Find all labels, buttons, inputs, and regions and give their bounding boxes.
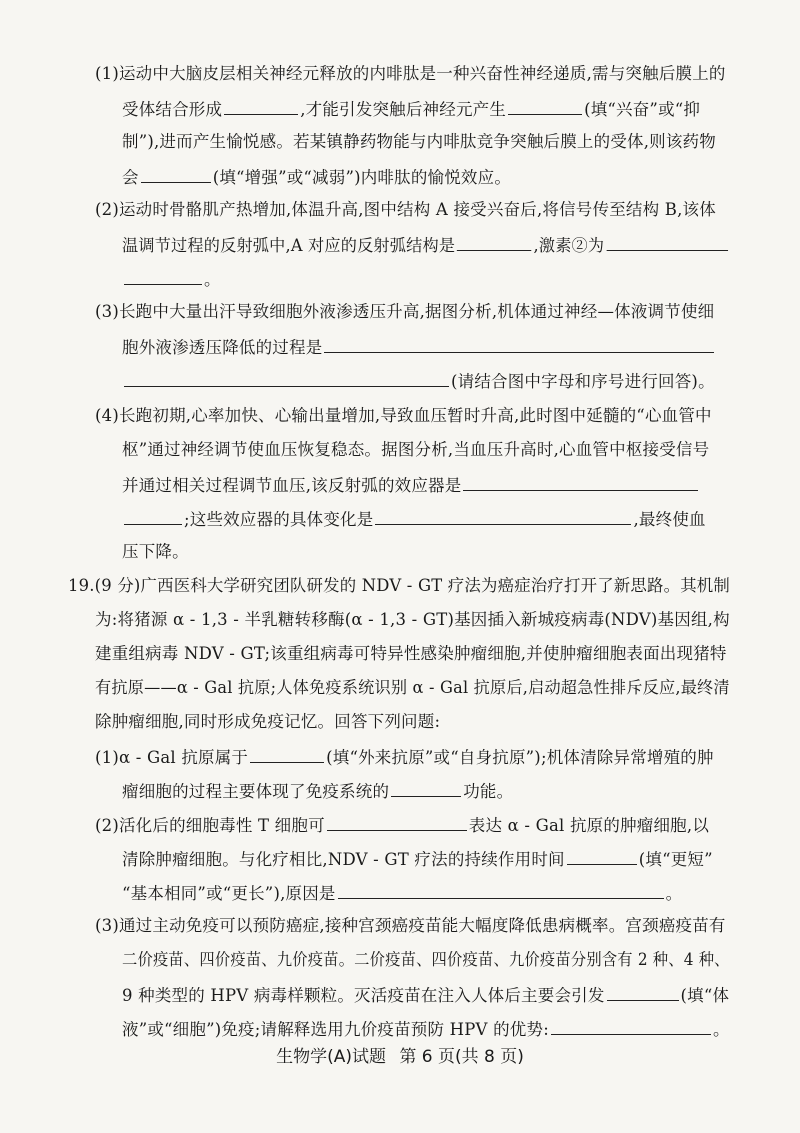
q19-intro-line5 xyxy=(95,710,440,734)
answer-blank[interactable] xyxy=(457,232,531,251)
text: 枢”通过神经调节使血压恢复稳态。据图分析,当血压升高时,心血管中枢接受信号 xyxy=(122,440,710,459)
q19-p3-line1 xyxy=(95,914,726,938)
text: 制”),进而产生愉悦感。若某镇静药物能与内啡肽竞争突触后膜上的受体,则该药物 xyxy=(122,132,716,151)
text: 为:将猪源 α - 1,3 - 半乳糖转移酶(α - 1,3 - GT)基因插入新城疫病毒(NDV)基因组,构 xyxy=(95,610,730,629)
answer-blank[interactable] xyxy=(124,368,449,387)
q18-p4-line2 xyxy=(122,438,709,462)
q18-p3-line1 xyxy=(95,300,714,324)
text: 瘤细胞的过程主要体现了免疫系统的 xyxy=(122,782,390,801)
text: 受体结合形成 xyxy=(122,100,223,119)
answer-blank[interactable] xyxy=(224,96,298,115)
text: 建重组病毒 NDV - GT;该重组病毒可特异性感染肿瘤细胞,并使肿瘤细胞表面出现猪特 xyxy=(95,644,727,663)
text: (2)活化后的细胞毒性 T 细胞可 xyxy=(95,816,325,835)
text: (2)运动时骨骼肌产热增加,体温升高,图中结构 A 接受兴奋后,将信号传至结构 B,该体 xyxy=(95,200,716,219)
text: ,才能引发突触后神经元产生 xyxy=(300,100,507,119)
q18-p2-line1 xyxy=(95,198,716,222)
text: 功能。 xyxy=(463,782,514,801)
q18-p4-line4 xyxy=(122,506,706,532)
page-footer xyxy=(0,1042,800,1067)
q18-p1-line2 xyxy=(122,96,700,122)
answer-blank[interactable] xyxy=(391,778,461,797)
answer-blank[interactable] xyxy=(607,982,679,1001)
q19-p1-line1 xyxy=(95,744,714,770)
text: 清除肿瘤细胞。与化疗相比,NDV - GT 疗法的持续作用时间 xyxy=(122,850,565,869)
q18-p3-line3 xyxy=(122,368,715,394)
q19-intro-line2 xyxy=(95,608,730,632)
text: (1)运动中大脑皮层相关神经元释放的内啡肽是一种兴奋性神经递质,需与突触后膜上的 xyxy=(95,64,726,83)
answer-blank[interactable] xyxy=(551,1016,711,1035)
q18-p2-line3 xyxy=(122,266,221,292)
text: 。 xyxy=(665,884,683,903)
text: (填“更短” xyxy=(638,850,713,869)
answer-blank[interactable] xyxy=(141,164,211,183)
footer-subject: 生物学(A)试题 xyxy=(276,1047,386,1067)
q18-p2-line2 xyxy=(122,232,730,258)
text: 胞外液渗透压降低的过程是 xyxy=(122,338,323,357)
q19-p3-line2 xyxy=(122,948,730,972)
text: 19.(9 分)广西医科大学研究团队研发的 NDV - GT 疗法为癌症治疗打开了新思路。其机制 xyxy=(68,576,730,595)
text: 9 种类型的 HPV 病毒样颗粒。灭活疫苗在注入人体后主要会引发 xyxy=(122,986,605,1005)
q19-p2-line2 xyxy=(122,846,713,872)
q19-p1-line2 xyxy=(122,778,513,804)
text: 并通过相关过程调节血压,该反射弧的效应器是 xyxy=(122,476,462,495)
text: ,激素②为 xyxy=(533,236,605,255)
text: (3)通过主动免疫可以预防癌症,接种宫颈癌疫苗能大幅度降低患病概率。宫颈癌疫苗有 xyxy=(95,916,726,935)
answer-blank[interactable] xyxy=(124,266,202,285)
text: (1)α - Gal 抗原属于 xyxy=(95,748,249,767)
answer-blank[interactable] xyxy=(463,472,698,491)
q19-p3-line4 xyxy=(122,1016,730,1042)
answer-blank[interactable] xyxy=(338,880,664,899)
q18-p4-line5 xyxy=(122,540,189,564)
footer-page-number: 第 6 页(共 8 页) xyxy=(399,1047,524,1067)
q18-p1-line3 xyxy=(122,130,716,154)
text: 压下降。 xyxy=(122,542,189,561)
text: 表达 α - Gal 抗原的肿瘤细胞,以 xyxy=(468,816,710,835)
q18-p4-line3 xyxy=(122,472,700,498)
text: 会 xyxy=(122,168,139,187)
answer-blank[interactable] xyxy=(124,506,182,525)
text: (请结合图中字母和序号进行回答)。 xyxy=(451,372,715,391)
text: (填“外来抗原”或“自身抗原”);机体清除异常增殖的肿 xyxy=(326,748,714,767)
text: “基本相同”或“更长”),原因是 xyxy=(122,884,336,903)
q19-intro-line1 xyxy=(68,574,730,598)
text: 二价疫苗、四价疫苗、九价疫苗。二价疫苗、四价疫苗、九价疫苗分别含有 2 种、4 种、 xyxy=(122,950,730,969)
q19-p2-line1 xyxy=(95,812,709,838)
text: ;这些效应器的具体变化是 xyxy=(184,510,374,529)
answer-blank[interactable] xyxy=(327,812,467,831)
answer-blank[interactable] xyxy=(324,334,714,353)
q18-p4-line1 xyxy=(95,404,712,428)
text: 温调节过程的反射弧中,A 对应的反射弧结构是 xyxy=(122,236,456,255)
q18-p1-line4 xyxy=(122,164,511,190)
text: 液”或“细胞”)免疫;请解释选用九价疫苗预防 HPV 的优势: xyxy=(122,1020,549,1039)
text: 有抗原——α - Gal 抗原;人体免疫系统识别 α - Gal 抗原后,启动超急性排斥反应,最终清 xyxy=(95,678,730,697)
text: (3)长跑中大量出汗导致细胞外液渗透压升高,据图分析,机体通过神经—体液调节使细 xyxy=(95,302,715,321)
text: ,最终使血 xyxy=(633,510,706,529)
answer-blank[interactable] xyxy=(250,744,324,763)
q19-intro-line3 xyxy=(95,642,727,666)
answer-blank[interactable] xyxy=(375,506,631,525)
q19-p2-line3 xyxy=(122,880,682,906)
text: (4)长跑初期,心率加快、心输出量增加,导致血压暂时升高,此时图中延髓的“心血管中 xyxy=(95,406,712,425)
q18-p1-line1 xyxy=(95,62,726,86)
q18-p3-line2 xyxy=(122,334,716,360)
q19-intro-line4 xyxy=(95,676,730,700)
text: 除肿瘤细胞,同时形成免疫记忆。回答下列问题: xyxy=(95,712,441,731)
text: (填“兴奋”或“抑 xyxy=(584,100,701,119)
q19-p3-line3 xyxy=(122,982,729,1008)
text: (填“体 xyxy=(680,986,730,1005)
answer-blank[interactable] xyxy=(508,96,582,115)
text: (填“增强”或“减弱”)内啡肽的愉悦效应。 xyxy=(212,168,512,187)
answer-blank[interactable] xyxy=(567,846,637,865)
text: 。 xyxy=(712,1020,730,1039)
text: 。 xyxy=(204,270,221,289)
answer-blank[interactable] xyxy=(606,232,727,251)
